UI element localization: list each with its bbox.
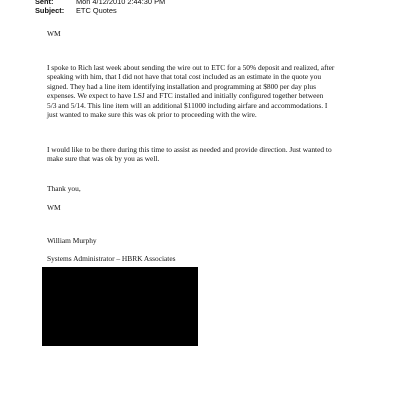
paragraph-1-line: just wanted to make sure this was ok prior to proceeding with the wire.: [47, 110, 257, 120]
paragraph-2-line: make sure that was ok by you as well.: [47, 154, 160, 164]
paragraph-1-line: I spoke to Rich last week about sending the wire out to ETC for a 50% deposit and realized, after: [47, 63, 335, 72]
closing: Thank you,: [47, 184, 81, 193]
sent-value: Mon 4/12/2010 2:44:30 PM: [76, 0, 166, 6]
subject-value: ETC Quotes: [76, 6, 117, 15]
subject-label: Subject:: [35, 6, 65, 15]
signature-title: Systems Administrator – HBRK Associates: [47, 254, 176, 263]
signature-name: William Murphy: [47, 236, 97, 245]
paragraph-1: [47, 63, 334, 119]
paragraph-2: [47, 145, 332, 164]
paragraph-1-line: expenses. We expect to have LSJ and FTC installed and initially configured together between: [47, 91, 324, 101]
redaction-block: [42, 267, 198, 346]
email-header: [35, 0, 165, 15]
subject-row: [35, 6, 165, 15]
paragraph-2-line: I would like to be there during this time to assist as needed and provide direction. Just wanted to: [47, 145, 332, 154]
salutation: WM: [47, 29, 61, 38]
paragraph-1-line: speaking with him, that I did not have that total cost included as an estimate in the quote you: [47, 72, 322, 82]
paragraph-1-line: 5/3 and 5/14. This line item will an additional $11000 including airfare and accommodations. I: [47, 100, 328, 110]
closing-initials: WM: [47, 203, 61, 212]
sent-label: Sent:: [35, 0, 54, 6]
paragraph-1-line: signed. They had a line item identifying installation and programming at $800 per day plus: [47, 81, 316, 91]
